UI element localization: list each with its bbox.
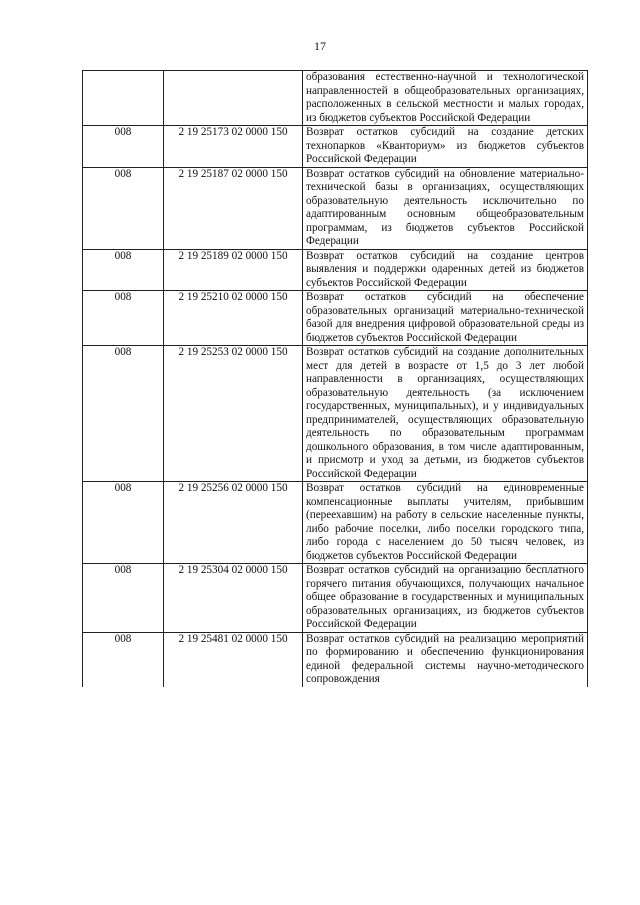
admin-code-cell: 008 [83,564,164,633]
description-cell: Возврат остатков субсидий на реализацию мероприятий по формированию и обеспечению функционирования единой федеральной системы научно-методического сопровождения [303,632,588,687]
budget-code-cell: 2 19 25253 02 0000 150 [164,346,303,482]
table-row [83,71,588,126]
description-cell: Возврат остатков субсидий на создание дополнительных мест для детей в возрасте от 1,5 до 3 лет любой направленности в организациях, осуществляющих образовательную деятельность (за исключением государственных, муниципальных), и у индивидуальных предпринимателей, осуществляющих образовательную деятельность по образовательным программам дошкольного образования, в том числе адаптированным, и присмотр и уход за детьми, из бюджетов субъектов Российской Федерации [303,346,588,482]
page-number: 17 [314,39,326,53]
admin-code-cell: 008 [83,291,164,346]
budget-code-cell: 2 19 25173 02 0000 150 [164,126,303,168]
table-row [83,126,588,168]
table-row [83,482,588,564]
budget-code-cell: 2 19 25304 02 0000 150 [164,564,303,633]
description-cell: Возврат остатков субсидий на создание центров выявления и поддержки одаренных детей из бюджетов субъектов Российской Федерации [303,249,588,291]
table-row [83,291,588,346]
table-row [83,167,588,249]
budget-code-cell [164,71,303,126]
admin-code-cell [83,71,164,126]
admin-code-cell: 008 [83,632,164,687]
description-cell: Возврат остатков субсидий на обновление материально-технической базы в организациях, осуществляющих образовательную деятельность исключительно по адаптированным основным общеобразовательным программам, из бюджетов субъектов Российской Федерации [303,167,588,249]
admin-code-cell: 008 [83,482,164,564]
budget-code-cell: 2 19 25256 02 0000 150 [164,482,303,564]
budget-code-cell: 2 19 25189 02 0000 150 [164,249,303,291]
budget-code-cell: 2 19 25481 02 0000 150 [164,632,303,687]
table-row [83,632,588,687]
admin-code-cell: 008 [83,249,164,291]
description-cell: образования естественно-научной и технологической направленностей в общеобразовательных организациях, расположенных в сельской местности и малых городах, из бюджетов субъектов Российской Федерации [303,71,588,126]
table-row [83,564,588,633]
admin-code-cell: 008 [83,346,164,482]
description-cell: Возврат остатков субсидий на обеспечение образовательных организаций материально-технической базой для внедрения цифровой образовательной среды из бюджетов субъектов Российской Федерации [303,291,588,346]
description-cell: Возврат остатков субсидий на единовременные компенсационные выплаты учителям, прибывшим (переехавшим) на работу в сельские населенные пункты, либо рабочие поселки, либо поселки городского типа, либо города с населением до 50 тысяч человек, из бюджетов субъектов Российской Федерации [303,482,588,564]
description-cell: Возврат остатков субсидий на создание детских технопарков «Кванториум» из бюджетов субъектов Российской Федерации [303,126,588,168]
admin-code-cell: 008 [83,167,164,249]
admin-code-cell: 008 [83,126,164,168]
table-row [83,249,588,291]
budget-code-cell: 2 19 25187 02 0000 150 [164,167,303,249]
table-row [83,346,588,482]
budget-codes-table [82,70,588,687]
description-cell: Возврат остатков субсидий на организацию бесплатного горячего питания обучающихся, получающих начальное общее образование в государственных и муниципальных образовательных организациях, из бюджетов субъектов Российской Федерации [303,564,588,633]
budget-code-cell: 2 19 25210 02 0000 150 [164,291,303,346]
